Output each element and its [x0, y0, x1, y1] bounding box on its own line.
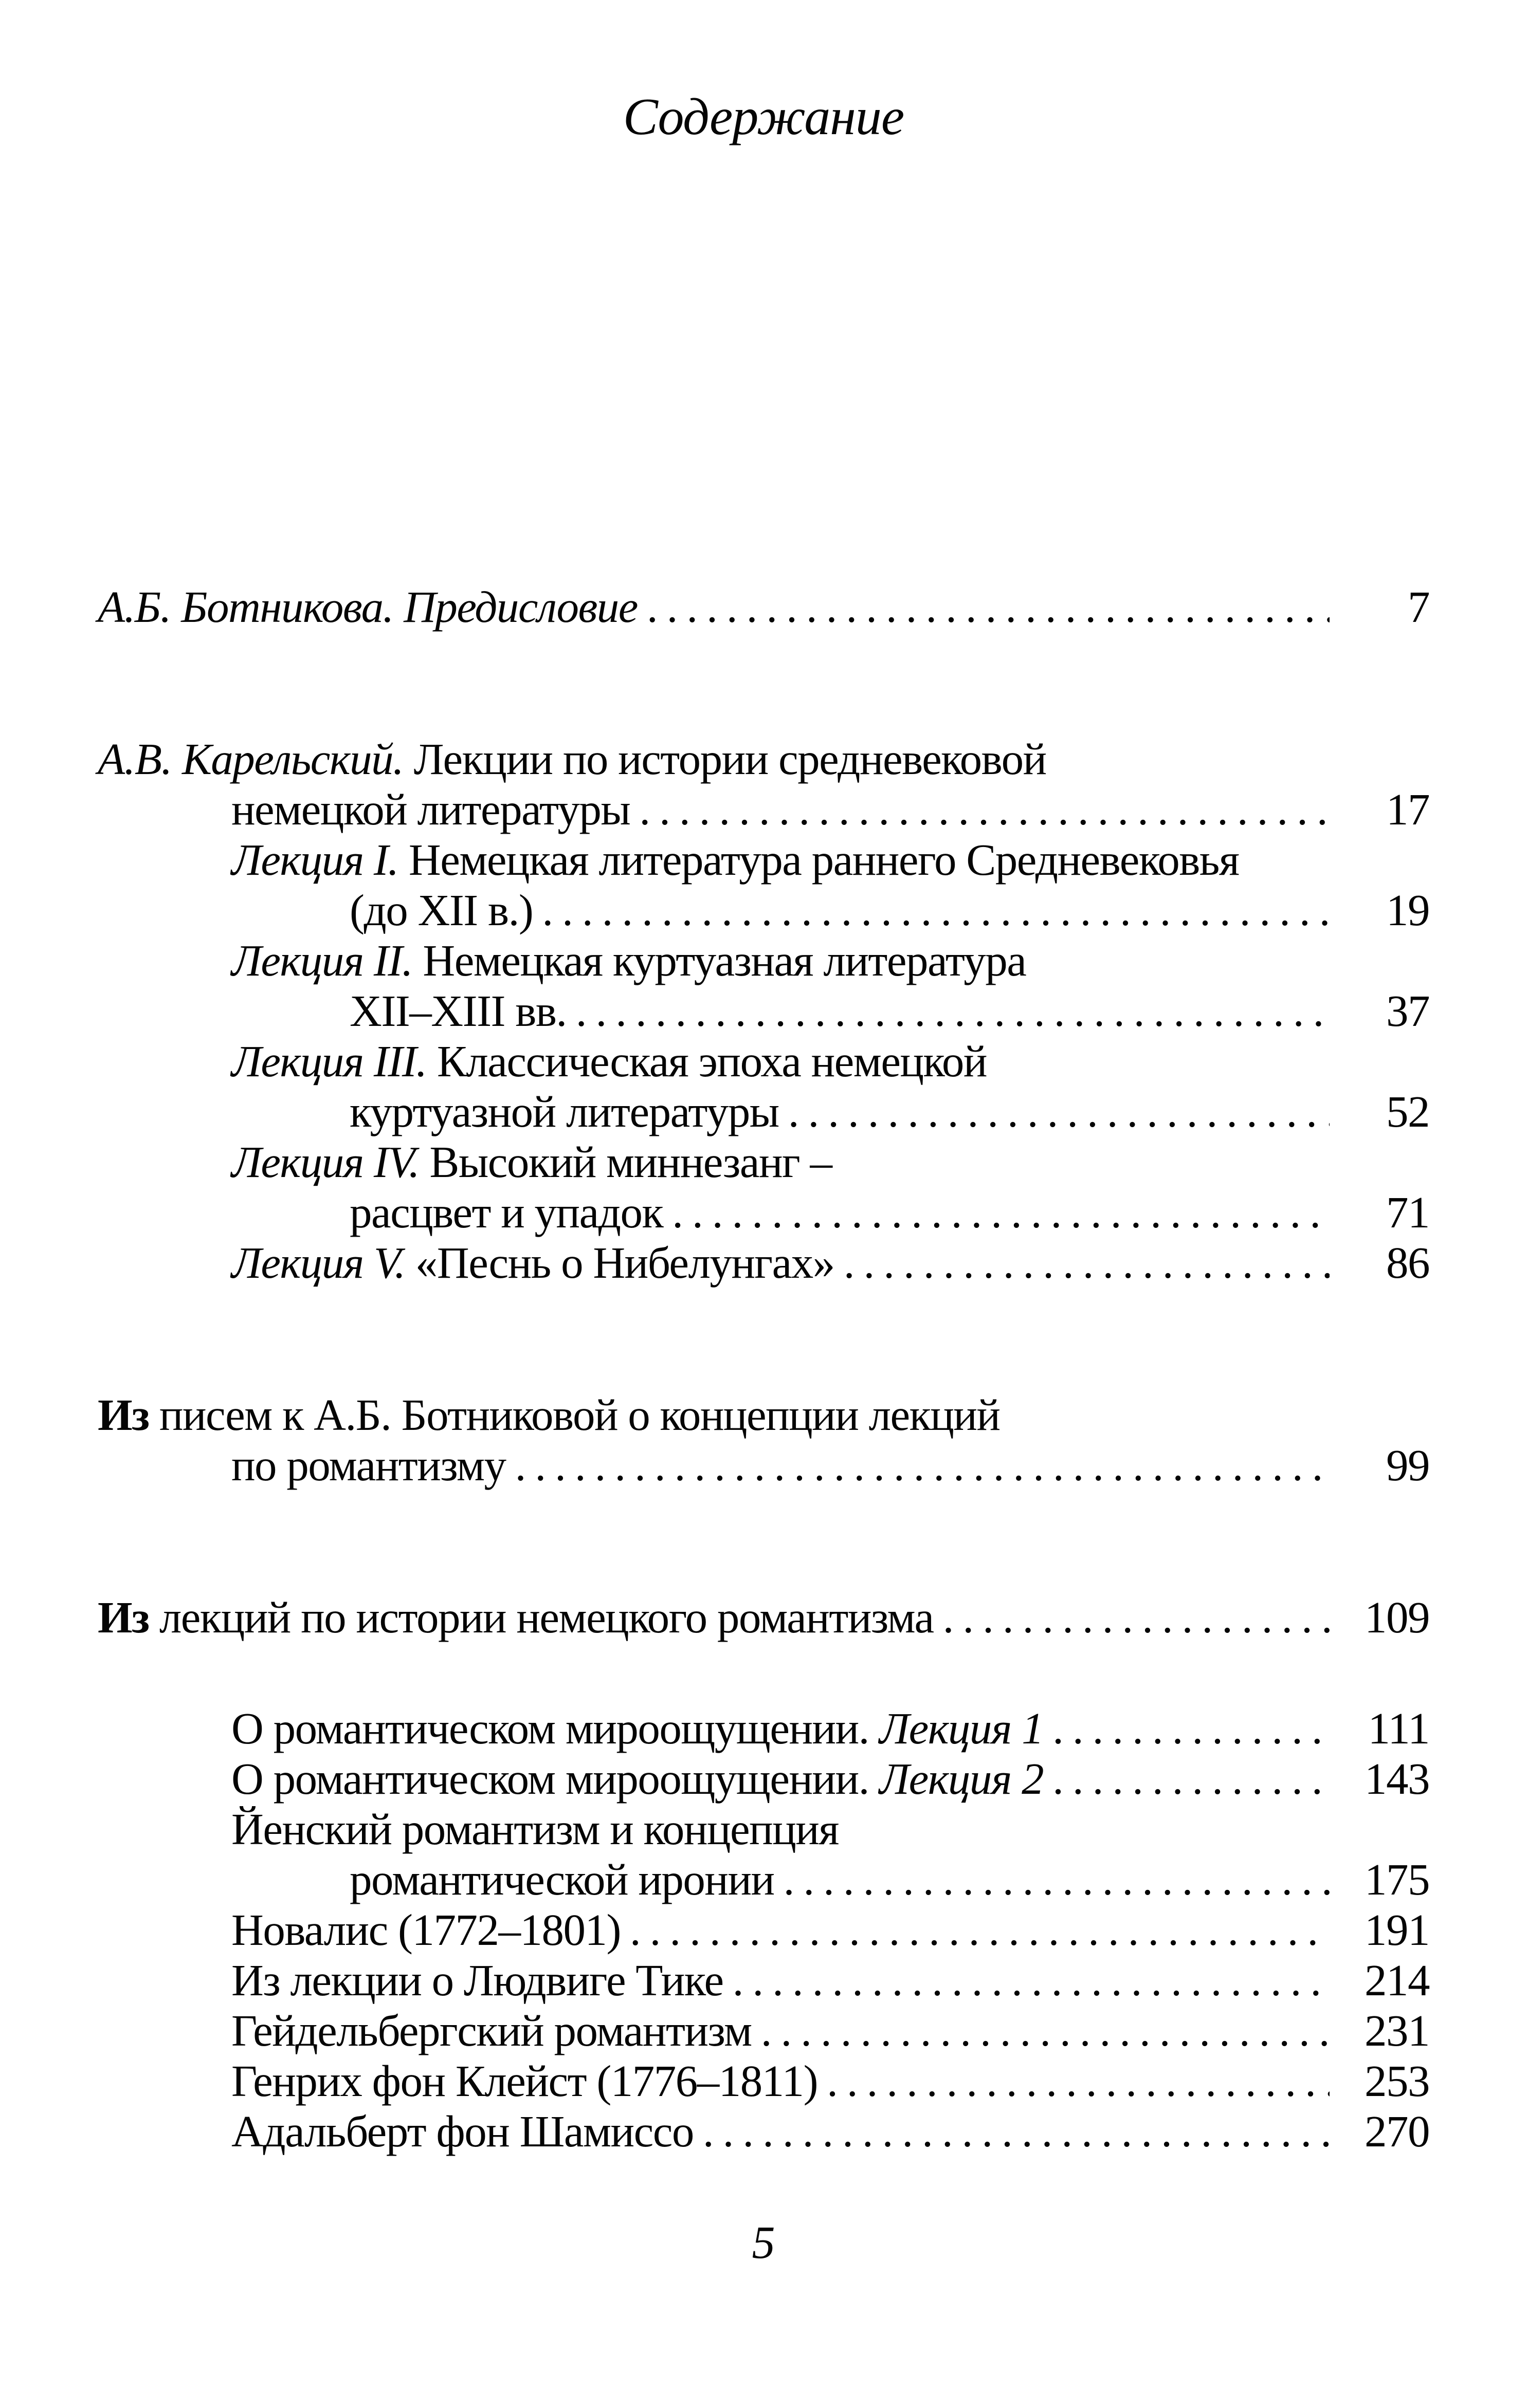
toc-row: [98, 2056, 1429, 2106]
text-run: куртуазной литературы: [350, 1087, 779, 1136]
toc-list: [0, 582, 1527, 2157]
text-run: Лекция II.: [231, 935, 413, 985]
toc-entry-text: [98, 1905, 621, 1955]
toc-page-number: 191: [1365, 1905, 1429, 1955]
toc-section: [98, 1390, 1429, 1491]
toc-entry-text: [98, 935, 1026, 986]
text-run: романтической иронии: [350, 1854, 774, 1904]
text-run: немецкой литературы: [231, 784, 630, 834]
text-run: писем к А.Б. Ботниковой о концепции лекций: [149, 1390, 1000, 1440]
dot-leader: [761, 2006, 1330, 2056]
dot-leader: [703, 2106, 1330, 2157]
toc-entry-text: [98, 2056, 817, 2106]
text-run: «Песнь о Нибелунгах»: [405, 1238, 834, 1288]
folio-page-number: 5: [752, 2217, 775, 2268]
dot-leader: [1052, 1703, 1330, 1754]
dot-leader: [630, 1905, 1330, 1955]
toc-row: [98, 1703, 1429, 1754]
toc-row: [98, 2106, 1429, 2157]
text-run: О романтическом мироощущении.: [231, 1754, 880, 1804]
toc-entry-text: [98, 1955, 723, 2006]
toc-entry-text: [98, 986, 567, 1036]
toc-page-number: 71: [1386, 1187, 1429, 1237]
toc-row: [98, 1955, 1429, 2006]
toc-page-number: 111: [1368, 1703, 1429, 1753]
toc-row: [98, 734, 1429, 784]
toc-row: [98, 1905, 1429, 1955]
toc-row: [98, 1390, 1429, 1440]
toc-entry-text: [98, 1390, 1000, 1440]
toc-entry-text: [98, 1087, 779, 1137]
dot-leader: [647, 582, 1330, 632]
dot-leader: [576, 986, 1330, 1036]
text-run: Классическая эпоха немецкой: [426, 1036, 987, 1086]
toc-entry-text: [98, 1754, 1043, 1804]
toc-page-number: 7: [1408, 582, 1429, 632]
toc-page-number: 270: [1365, 2106, 1429, 2156]
toc-section: [98, 1703, 1429, 2157]
toc-row: [98, 935, 1429, 986]
text-run: Лекция IV.: [231, 1137, 420, 1187]
toc-row: [98, 1238, 1429, 1288]
toc-row: [98, 1854, 1429, 1905]
toc-row: [98, 986, 1429, 1036]
text-run: А.Б. Ботникова. Предисловие: [98, 582, 638, 632]
text-run: Адальберт фон Шамиссо: [231, 2106, 694, 2156]
toc-page-number: 17: [1386, 784, 1429, 834]
toc-entry-text: [98, 2106, 694, 2157]
toc-section: [98, 582, 1429, 632]
toc-row: [98, 1137, 1429, 1187]
toc-row: [98, 2006, 1429, 2056]
text-run: Из: [98, 1592, 149, 1642]
toc-entry-text: [98, 1238, 834, 1288]
text-run: расцвет и упадок: [350, 1187, 663, 1237]
toc-page-number: 143: [1365, 1754, 1429, 1804]
text-run: Йенский романтизм и концепция: [231, 1804, 839, 1854]
dot-leader: [639, 784, 1330, 835]
text-run: Лекции по истории средневековой: [403, 734, 1046, 784]
toc-entry-text: [98, 1137, 831, 1187]
dot-leader: [515, 1440, 1330, 1491]
text-run: Из: [98, 1390, 149, 1440]
toc-page-number: 175: [1365, 1854, 1429, 1904]
toc-row: [98, 1592, 1429, 1643]
toc-entry-text: [98, 582, 638, 632]
dot-leader: [542, 885, 1330, 935]
text-run: по романтизму: [231, 1440, 506, 1490]
toc-entry-text: [98, 835, 1239, 885]
toc-entry-text: [98, 1804, 839, 1854]
toc-page-number: 214: [1365, 1955, 1429, 2005]
text-run: XII–XIII вв.: [350, 986, 567, 1036]
text-run: лекций по истории немецкого романтизма: [149, 1592, 934, 1642]
toc-page-number: 231: [1365, 2006, 1429, 2055]
dot-leader: [943, 1592, 1330, 1643]
text-run: А.В. Карельский.: [98, 734, 404, 784]
dot-leader: [788, 1087, 1330, 1137]
text-run: Лекция V.: [231, 1238, 405, 1288]
toc-row: [98, 582, 1429, 632]
toc-entry-text: [98, 1036, 987, 1087]
toc-section: [98, 734, 1429, 1288]
toc-page-number: 37: [1386, 986, 1429, 1036]
text-run: Лекция 1: [879, 1703, 1044, 1753]
toc-page-number: 52: [1386, 1087, 1429, 1136]
toc-entry-text: [98, 2006, 752, 2056]
toc-row: [98, 1804, 1429, 1854]
dot-leader: [844, 1238, 1330, 1288]
text-run: Генрих фон Клейст (1776–1811): [231, 2056, 818, 2106]
toc-page-number: 99: [1386, 1440, 1429, 1490]
toc-entry-text: [98, 1187, 663, 1238]
text-run: Высокий миннезанг –: [419, 1137, 832, 1187]
text-run: (до XII в.): [350, 885, 533, 935]
page-title: Содержание: [623, 88, 904, 146]
text-run: Лекция I.: [231, 835, 398, 885]
toc-entry-text: [98, 784, 630, 835]
dot-leader: [733, 1955, 1330, 2006]
toc-row: [98, 1187, 1429, 1238]
toc-row: [98, 1440, 1429, 1491]
toc-row: [98, 784, 1429, 835]
text-run: Гейдельбергский романтизм: [231, 2006, 752, 2055]
text-run: Немецкая литература раннего Средневековья: [398, 835, 1239, 885]
toc-page-number: 253: [1365, 2056, 1429, 2106]
toc-entry-text: [98, 1440, 506, 1491]
toc-entry-text: [98, 885, 533, 935]
text-run: Лекция 2: [879, 1754, 1044, 1804]
text-run: Новалис (1772–1801): [231, 1905, 621, 1955]
text-run: Из лекции о Людвиге Тике: [231, 1955, 723, 2005]
dot-leader: [784, 1854, 1330, 1905]
dot-leader: [672, 1187, 1330, 1238]
toc-page-number: 109: [1365, 1592, 1429, 1642]
toc-row: [98, 1036, 1429, 1087]
text-run: Лекция III.: [231, 1036, 427, 1086]
dot-leader: [1052, 1754, 1330, 1804]
dot-leader: [827, 2056, 1330, 2106]
toc-row: [98, 835, 1429, 885]
toc-entry-text: [98, 1592, 934, 1643]
text-run: О романтическом мироощущении.: [231, 1703, 880, 1753]
toc-page-number: 19: [1386, 885, 1429, 935]
toc-section: [98, 1592, 1429, 1643]
text-run: Немецкая куртуазная литература: [412, 935, 1026, 985]
toc-row: [98, 1754, 1429, 1804]
toc-page-number: 86: [1386, 1238, 1429, 1288]
toc-entry-text: [98, 1854, 774, 1905]
toc-entry-text: [98, 734, 1046, 784]
toc-entry-text: [98, 1703, 1043, 1754]
toc-row: [98, 885, 1429, 935]
toc-row: [98, 1087, 1429, 1137]
